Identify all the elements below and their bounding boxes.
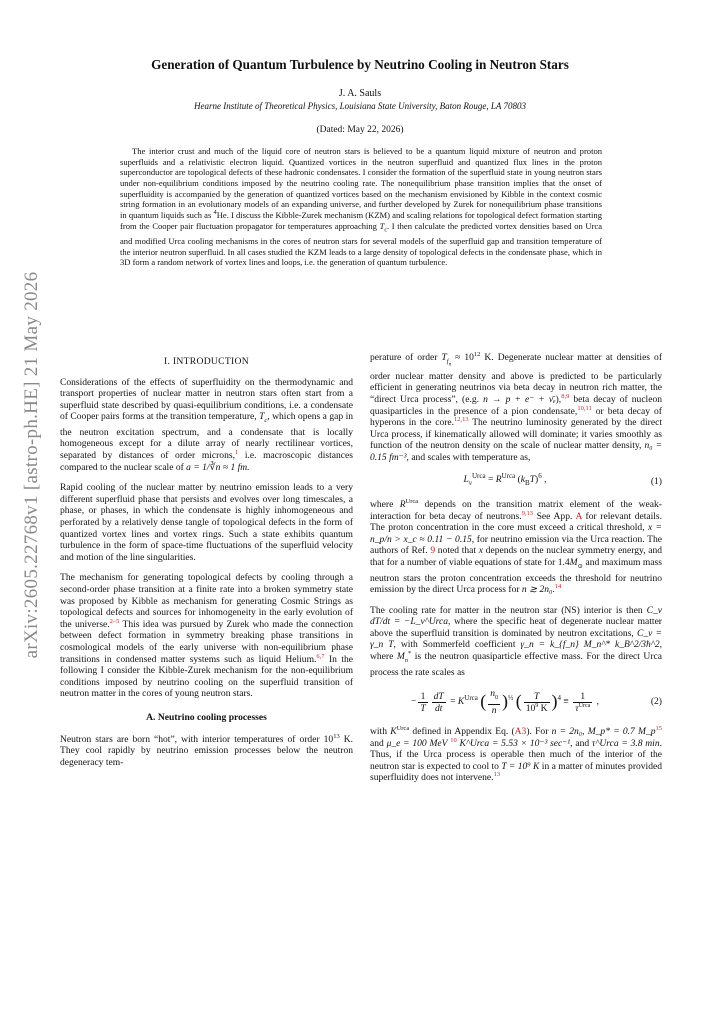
citation-link[interactable]: 1	[234, 448, 239, 456]
paper-title: Generation of Quantum Turbulence by Neutrino Cooling in Neutron Stars	[151, 57, 569, 72]
equation-2: − $\frac{1}{T}$ $\frac{dT}{dt}$ = $K^{Urca}$ ( $\frac{n_0}{n}$ )$^{\frac{1}{3}}$ ( $\frac{T}{10^9 K}$ )$^4$ ≡ $\frac{1}{\tau^{Urca}}$ , (2)	[410, 688, 662, 717]
paragraph: with $K^{Urca}$ defined in Appendix Eq. (A3). For n = 2n₀, M_p* = 0.7 $M\_p^{15}$ and μ_e = 100 MeV $^{10}$ K^Urca = 5.53 × 10⁻³ sec⁻¹, and τ^Urca = 3.8 min. Thus, if the Urca process is operable then much of the interior of the neutron star is expected to cool to T = 10⁹ K in a matter of minutes provided superfluidity does not intervene.$^{13}$	[370, 724, 662, 784]
subsection-heading-neutrino-cooling: A. Neutrino cooling processes	[146, 711, 267, 723]
citation-link[interactable]: 9,13	[521, 509, 533, 517]
citation-link[interactable]: 14	[554, 582, 562, 590]
right-column	[370, 352, 662, 793]
citation-link[interactable]: 12,13	[454, 416, 469, 423]
he-mass-number: 4	[213, 209, 217, 217]
paragraph: Considerations of the effects of superfluidity on the thermodynamic and transport properties of nuclear matter in neutron stars often start from a superfluid state described by quasi-equilibrium conditions, i.e. a condensate of Cooper pairs forms at the transition temperature, $T_c$, which opens a gap in the neutron excitation spectrum, and a condensate that is locally homogeneous except for a dilute array of nearly rectilinear vortices, separated by distances of order microns,$^1$ i.e. macroscopic distances compared to the nuclear scale of a = 1/∛n ≈ 1 fm.	[60, 376, 353, 473]
abstract-text: . I then calculate the predicted vortex densities based on Urca and modified Urca cooling mechanisms in the cores of neutron stars for several models of the superfluid gap and transition temperature of the interior neutron superfluid. In all cases studied the KZM leads to a large density of topological defects in the condensate phase, which in 3D form a random network of vortex lines and loops, i.e. the generation of quantum turbulence.	[120, 220, 602, 268]
reference-link[interactable]: 9	[430, 545, 436, 557]
equation-link[interactable]: A3	[514, 726, 527, 738]
arxiv-identifier: arXiv:2605.22768v1 [astro-ph.HE] 21 May 2026	[21, 271, 42, 659]
paragraph: perature of order $T_{f_n} \approx 10^{12}$ K. Degenerate nuclear matter at densities of order nuclear matter density and above is predicted to be particularly efficient in generating neutrinos via beta decay in neutron rich matter, the “direct Urca process”, (e.g. n → p + e⁻ + ν̄ₑ),$^{8,9}$ beta decay of nucleon quasiparticles in the presence of a pion condensate,$^{10,11}$ or beta decay of hyperons in the core.$^{12,13}$ The neutrino luminosity generated by the direct Urca process, if kinematically allowed will dominate; it varies smoothly as function of the neutron density on the scale of nuclear matter density, n₀ = 0.15 fm⁻³, and scales with temperature as,	[370, 350, 663, 463]
appendix-link[interactable]: A	[575, 510, 582, 522]
author-name: J. A. Sauls	[338, 88, 382, 99]
equation-number: (2)	[650, 696, 662, 708]
paragraph: Rapid cooling of the nuclear matter by neutrino emission leads to a very different superfluid phase that persists and evolves over long timescales, a phase, or phases, in which the condensate is highly inhomogeneous and perforated by a relatively dense tangle of topological defects in the form of quantized vortex lines and vortex rings. Such a state exhibits quantum turbulence in the form of space-time fluctuations of the superfluid velocity and motion of the line singularities.	[60, 482, 353, 563]
left-column	[60, 352, 353, 777]
citation-link[interactable]: 10	[450, 736, 457, 744]
paragraph: Neutron stars are born “hot”, with interior temperatures of order $10^{13}$ K. They cool rapidly by neutrino emission processes below the neutron degeneracy tem-	[60, 732, 353, 768]
equation-number: (1)	[650, 475, 662, 487]
abstract-text: The interior crust and much of the liquid core of neutron stars is believed to be a quantum liquid mixture of neutron and proton superfluids and a relativistic electron liquid. Quantized vortices in the neutron superfluid and quantized flux lines in the proton superconductor are topological defects of these hadronic condensates. I consider the formation of the superfluid state in young neutron stars under non-equilibrium conditions imposed by the neutrino cooling rate. The nonequilibrium phase transition implies that the onset of superfluidity is accompanied by the generation of quantized vortices based on the mechanism envisioned by Kibble in the context cosmic string formation in an evolutionary models of an expanding universe, and further developed by Zurek for nonequilibrium phase transitions in quantum liquids such as	[120, 146, 602, 220]
citation-link[interactable]: 10,11	[577, 404, 592, 412]
section-heading-introduction: I. INTRODUCTION	[164, 356, 249, 367]
citation-link[interactable]: 15	[655, 724, 662, 732]
equation-1: $L_\nu^{Urca} = R^{Urca}$ $(k_BT)^6$ , (1)	[463, 471, 662, 487]
tc-symbol: T	[379, 220, 385, 231]
paragraph: The cooling rate for matter in the neutron star (NS) interior is then C_v dT/dt = −L_ν^Urca, where the specific heat of degenerate nuclear matter above the superfluid transition is dominated by neutron excitations, C_v = γ_n T, with Sommerfeld coefficient γ_n = k_{f_n} M_n^* k_B^2/3ħ^2, where $M_n^*$ is the neutron quasiparticle effective mass. For the direct Urca process the rate scales as	[370, 604, 662, 678]
citation-link[interactable]: 2–5	[109, 617, 120, 625]
arxiv-sidebar-stamp	[12, 255, 52, 675]
date-line: (Dated: May 22, 2026)	[316, 125, 404, 135]
affiliation: Hearne Institute of Theoretical Physics, Louisiana State University, Baton Rouge, LA 70803	[194, 101, 526, 111]
citation-link[interactable]: 8,9	[561, 392, 570, 400]
citation-link[interactable]: 6,7	[316, 652, 325, 660]
citation-link[interactable]: 13	[493, 771, 501, 779]
paragraph: The mechanism for generating topological defects by cooling through a second-order phase transition at a finite rate into a broken symmetry state was proposed by Kibble as mechanism for generating Cosmic Strings as topological defects and sources for inhomogeneity in the early evolution of the universe.$^{2-5}$ This idea was pursued by Zurek who made the connection between defect formation in symmetry breaking phase transitions in cosmological models of the early universe with non-equilibrium phase transitions in condensed matter systems such as liquid Helium.$^{6,7}$ In the following I consider the Kibble-Zurek mechanism for the non-equilibrium conditions imposed by neutrino cooling on the superfluid transition of neutron matter in the cores of young neutron stars.	[60, 572, 354, 700]
abstract	[120, 146, 602, 268]
abstract-text: He. I discuss the Kibble-Zurek mechanism (KZM) and scaling relations for topological defect formation starting from the Cooper pair fluctuation propagator for temperatures approaching	[120, 209, 602, 231]
paragraph: where $R^{Urca}$ depends on the transition matrix element of the weak-interaction for beta decay of neutrons.$^{9,13}$ See App. A for relevant details. The proton concentration in the core must exceed a critical threshold, x = n_p/n > x_c ≈ 0.11 − 0.15, for neutrino emission via the Urca reaction. The authors of Ref. 9 noted that x depends on the nuclear symmetry energy, and that for a number of viable equations of state for $1.4M_⊙$ and maximum mass neutron stars the proton concentration exceeds the threshold for neutrino emission by the direct Urca process for n ≳ 2n₀.$^{14}$	[370, 497, 662, 596]
tc-subscript: c	[384, 227, 388, 234]
